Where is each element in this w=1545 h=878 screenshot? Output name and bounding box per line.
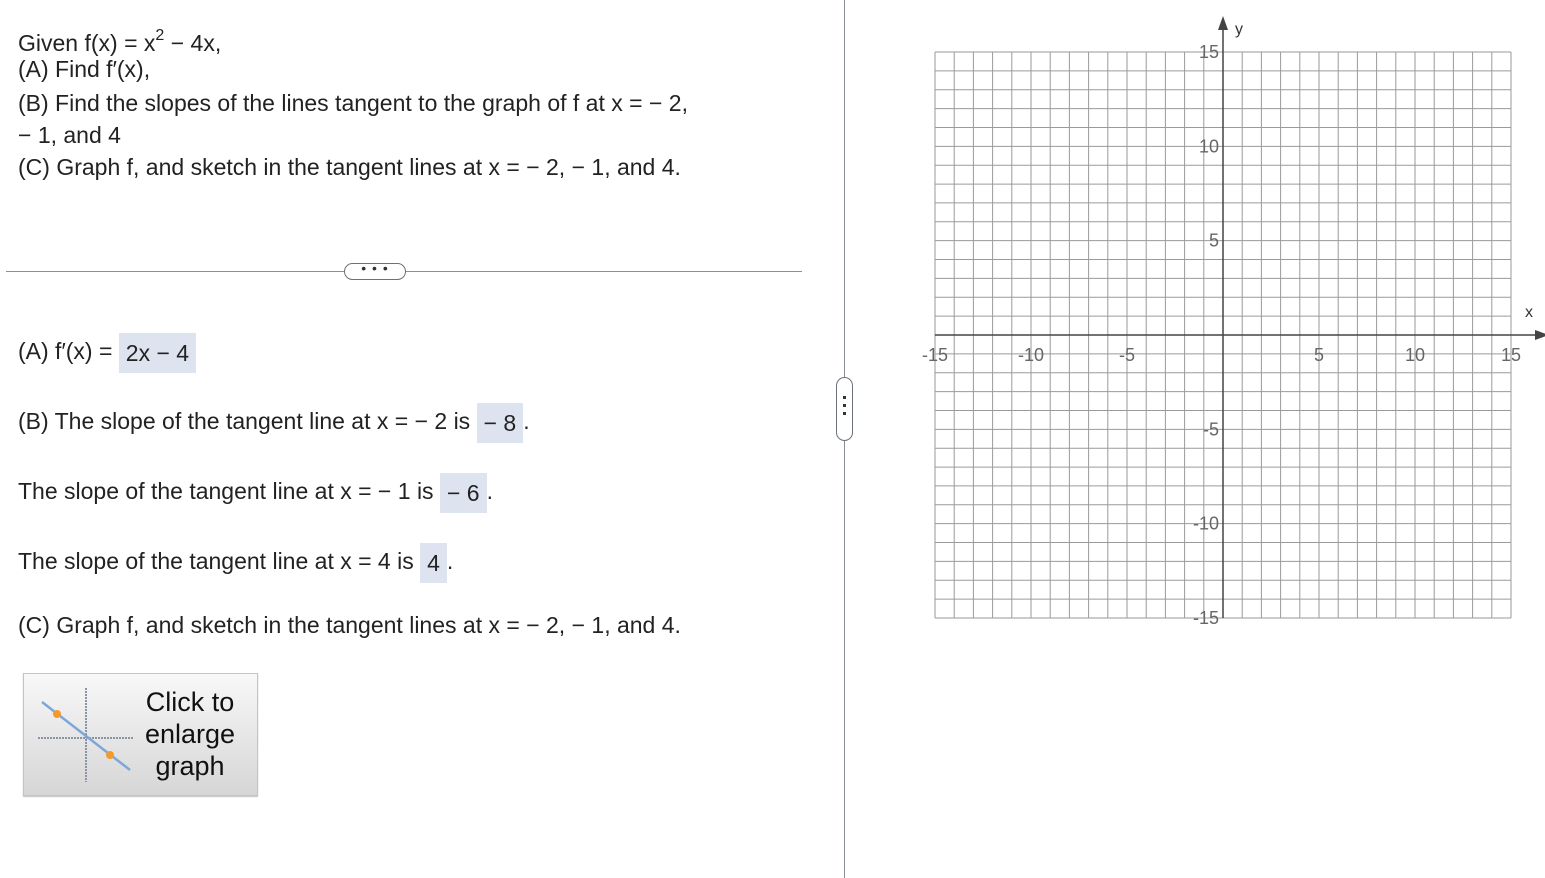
enlarge-graph-label: Click to enlarge graph — [144, 687, 236, 781]
answer-c1-field[interactable]: − 6 — [440, 473, 487, 513]
answer-c2-field[interactable]: 4 — [420, 543, 447, 583]
exponent: 2 — [155, 27, 165, 44]
answer-c2-label: The slope of the tangent line at x = 4 is — [18, 548, 421, 574]
question-line-2: (A) Find f′(x), — [18, 56, 151, 82]
graph-thumbnail-icon — [34, 684, 134, 784]
enlarge-graph-button[interactable] — [23, 673, 258, 796]
answer-a-field[interactable]: 2x − 4 — [119, 333, 196, 373]
x-axis-label: x — [1525, 304, 1533, 321]
x-tick-label: 5 — [1313, 345, 1325, 365]
answer-c2-row — [18, 541, 453, 583]
y-tick-label: 10 — [1198, 136, 1219, 157]
coordinate-grid[interactable] — [900, 14, 1545, 644]
question-line-3: (B) Find the slopes of the lines tangent to the graph of f at x = − 2, — [18, 90, 688, 116]
x-tick-label: -15 — [921, 345, 949, 365]
y-tick-label: -15 — [1192, 608, 1219, 628]
answer-a-row — [18, 331, 196, 373]
answer-c-label: (C) Graph f, and sketch in the tangent lines at x = − 2, − 1, and 4. — [18, 612, 681, 638]
answer-a-label: (A) f′(x) = — [18, 338, 119, 364]
x-tick-label: 10 — [1404, 345, 1426, 365]
y-tick-label: -10 — [1192, 513, 1219, 534]
answer-b-field[interactable]: − 8 — [477, 403, 524, 443]
y-axis-arrow-icon — [1218, 16, 1228, 30]
answer-b-period: . — [523, 408, 530, 434]
x-axis-arrow-icon — [1535, 330, 1545, 340]
x-tick-label: 15 — [1500, 345, 1522, 365]
answer-c2-period: . — [446, 548, 454, 574]
question-line-5: (C) Graph f, and sketch in the tangent lines at x = − 2, − 1, and 4. — [18, 154, 681, 180]
y-tick-label: 5 — [1208, 230, 1219, 251]
answer-b-row — [18, 401, 530, 443]
y-tick-label: -5 — [1202, 419, 1219, 440]
splitter-handle[interactable] — [836, 377, 853, 441]
y-tick-label: 15 — [1198, 42, 1219, 62]
x-tick-label: -10 — [1017, 345, 1045, 365]
answer-b-label: (B) The slope of the tangent line at x = − 2 is — [18, 408, 477, 434]
answer-c1-period: . — [486, 478, 493, 504]
answer-c1-label: The slope of the tangent line at x = − 1 is — [18, 478, 440, 504]
x-tick-label: -5 — [1118, 345, 1136, 365]
drag-dots-icon — [843, 396, 846, 420]
question-line-4: − 1, and 4 — [18, 122, 121, 148]
answer-c1-row — [18, 471, 493, 513]
question-fx-text: Given f(x) = x — [18, 30, 156, 56]
question-fx-rest: − 4x, — [164, 30, 222, 56]
show-more-button[interactable]: • • • — [344, 263, 406, 280]
y-axis-label: y — [1235, 21, 1243, 38]
